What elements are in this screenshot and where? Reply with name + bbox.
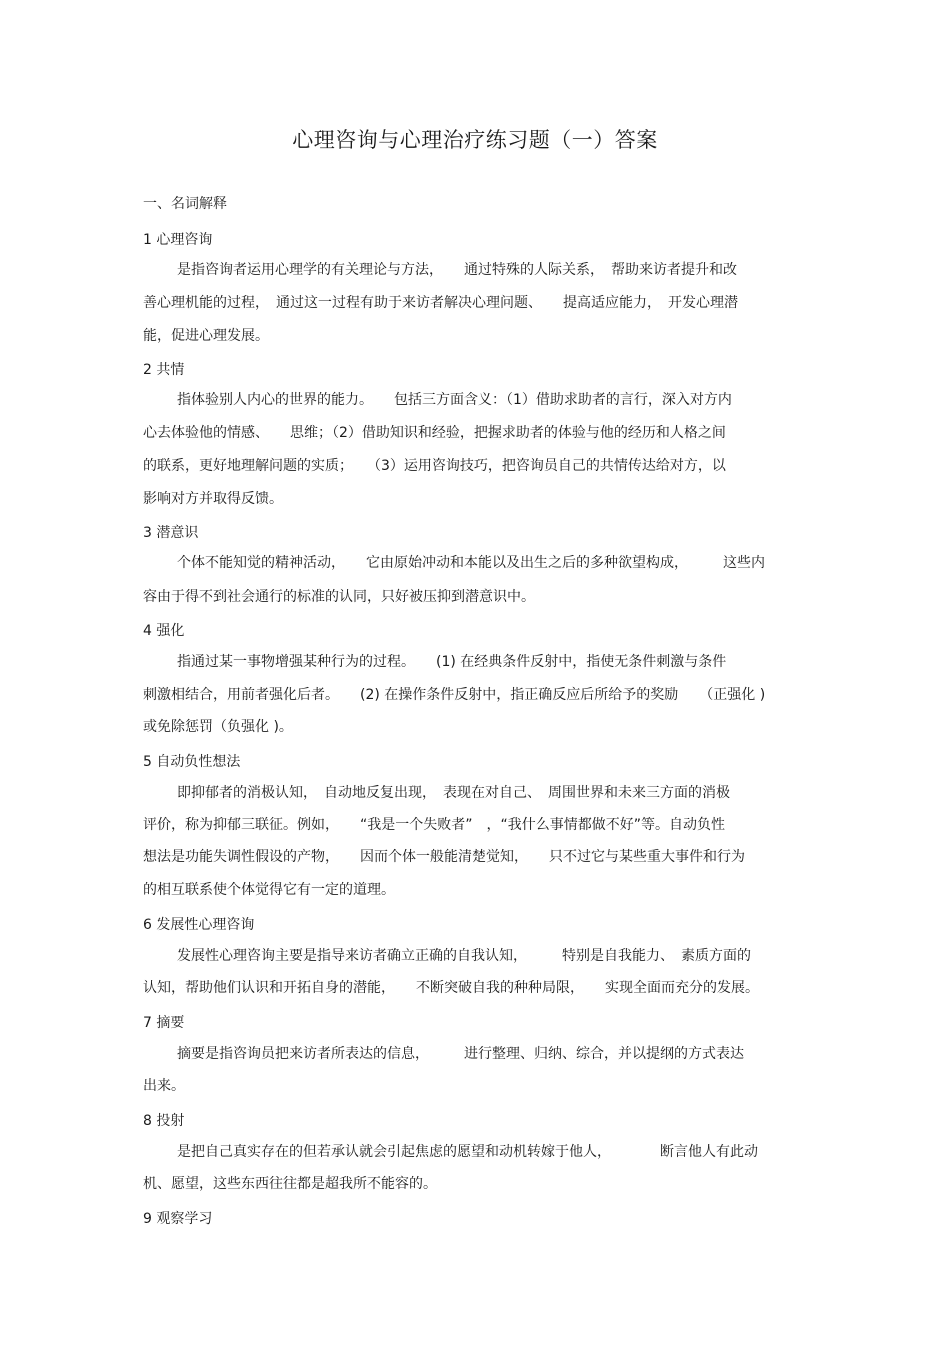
term-heading: 7 摘要 [143,1015,185,1031]
paragraph-line: 能，促进心理发展。 [143,328,269,344]
paragraph-line: 的联系，更好地理解问题的实质； （3）运用咨询技巧，把咨询员自己的共情传达给对方，以 [143,458,726,474]
paragraph-line: 善心理机能的过程， 通过这一过程有助于来访者解决心理问题、 提高适应能力， 开发心理潜 [143,295,738,311]
paragraph-line: 想法是功能失调性假设的产物， 因而个体一般能清楚觉知， 只不过它与某些重大事件和行为 [143,849,745,865]
paragraph-line: 心去体验他的情感、 思维；（2）借助知识和经验，把握求助者的体验与他的经历和人格之间 [143,425,726,441]
paragraph-line: 认知，帮助他们认识和开拓自身的潜能， 不断突破自我的种种局限， 实现全面而充分的发展。 [143,980,759,996]
paragraph-line: 评价，称为抑郁三联征。例如， “我是一个失败者” ，“我什么事情都做不好”等。自动负性 [143,817,726,833]
paragraph-line: 刺激相结合，用前者强化后者。 (2) 在操作条件反射中，指正确反应后所给予的奖励 （正强化 ) [143,687,766,703]
term-heading: 2 共情 [143,362,185,378]
paragraph-line: 即抑郁者的消极认知， 自动地反复出现， 表现在对自己、 周围世界和未来三方面的消极 [177,785,730,801]
term-heading: 5 自动负性想法 [143,754,241,770]
term-heading: 4 强化 [143,623,185,639]
paragraph-line: 个体不能知觉的精神活动， 它由原始冲动和本能以及出生之后的多种欲望构成， 这些内 [177,555,765,571]
term-heading: 3 潜意识 [143,525,199,541]
paragraph-line: 摘要是指咨询员把来访者所表达的信息， 进行整理、归纳、综合，并以提纲的方式表达 [177,1046,744,1062]
page-title: 心理咨询与心理治疗练习题（一）答案 [292,128,658,152]
paragraph-line: 机、愿望，这些东西往往都是超我所不能容的。 [143,1176,437,1192]
paragraph-line: 的相互联系使个体觉得它有一定的道理。 [143,882,395,898]
section-heading: 一、名词解释 [143,196,227,212]
term-heading: 1 心理咨询 [143,232,213,248]
paragraph-line: 是指咨询者运用心理学的有关理论与方法， 通过特殊的人际关系， 帮助来访者提升和改 [177,262,737,278]
paragraph-line: 影响对方并取得反馈。 [143,491,283,507]
paragraph-line: 出来。 [143,1078,185,1094]
term-heading: 9 观察学习 [143,1211,213,1227]
term-heading: 8 投射 [143,1113,185,1129]
paragraph-line: 指体验别人内心的世界的能力。 包括三方面含义：（1）借助求助者的言行，深入对方内 [177,392,732,408]
paragraph-line: 或免除惩罚（负强化 )。 [143,719,293,735]
paragraph-line: 指通过某一事物增强某种行为的过程。 (1) 在经典条件反射中，指使无条件刺激与条件 [177,654,727,670]
term-heading: 6 发展性心理咨询 [143,917,255,933]
paragraph-line: 是把自己真实存在的但若承认就会引起焦虑的愿望和动机转嫁于他人， 断言他人有此动 [177,1144,758,1160]
paragraph-line: 容由于得不到社会通行的标准的认同，只好被压抑到潜意识中。 [143,589,535,605]
paragraph-line: 发展性心理咨询主要是指导来访者确立正确的自我认知， 特别是自我能力、 素质方面的 [177,948,751,964]
